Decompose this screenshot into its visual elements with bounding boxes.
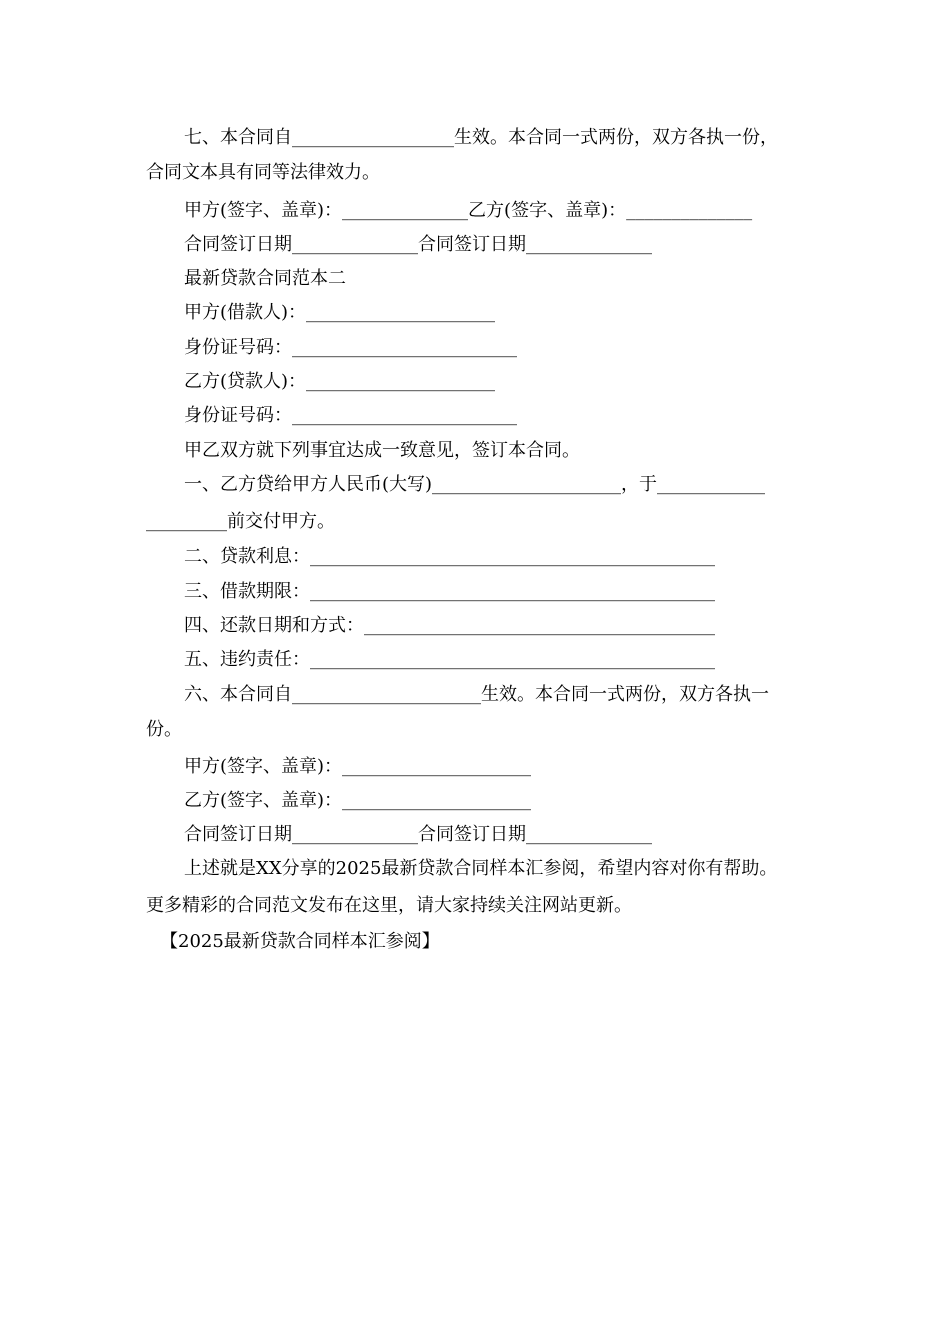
clause-6-effective-line-1: 六、本合同自_____________________生效。本合同一式两份，双方各执一 xyxy=(184,684,769,705)
borrower-id-field: 身份证号码：_________________________ xyxy=(184,337,517,358)
signature-line-1: 甲方(签字、盖章)：______________乙方(签字、盖章)：______________ xyxy=(184,200,753,221)
section-title: 最新贷款合同范本二 xyxy=(184,268,346,289)
clause-1-line-1: 一、乙方贷给甲方人民币(大写)_____________________，于____________ xyxy=(184,474,766,495)
lender-field: 乙方(贷款人)：_____________________ xyxy=(184,371,496,392)
clause-2-interest: 二、贷款利息：_____________________________________________ xyxy=(184,546,715,567)
clause-5-liability: 五、违约责任：_____________________________________________ xyxy=(184,649,715,670)
signing-date-line-2: 合同签订日期______________合同签订日期______________ xyxy=(184,824,652,845)
clause-1-line-2: _________前交付甲方。 xyxy=(146,511,335,532)
footer-title: 【2025最新贷款合同样本汇参阅】 xyxy=(160,931,440,952)
closing-paragraph-line-1: 上述就是XX分享的2025最新贷款合同样本汇参阅，希望内容对你有帮助。 xyxy=(184,858,778,879)
closing-paragraph-line-2: 更多精彩的合同范文发布在这里，请大家持续关注网站更新。 xyxy=(146,895,632,916)
party-b-signature: 乙方(签字、盖章)：_____________________ xyxy=(184,790,532,811)
agreement-intro: 甲乙双方就下列事宜达成一致意见，签订本合同。 xyxy=(184,440,580,461)
clause-3-term: 三、借款期限：_____________________________________________ xyxy=(184,581,715,602)
clause-4-repayment: 四、还款日期和方式：_______________________________________ xyxy=(184,615,715,636)
clause-7-effective-line-2: 合同文本具有同等法律效力。 xyxy=(146,162,380,183)
signing-date-line-1: 合同签订日期______________合同签订日期______________ xyxy=(184,234,652,255)
borrower-field: 甲方(借款人)：_____________________ xyxy=(184,302,496,323)
lender-id-field: 身份证号码：_________________________ xyxy=(184,405,517,426)
clause-6-effective-line-2: 份。 xyxy=(146,719,182,740)
clause-7-effective-line-1: 七、本合同自__________________生效。本合同一式两份，双方各执一份， xyxy=(184,127,778,148)
party-a-signature: 甲方(签字、盖章)：_____________________ xyxy=(184,756,532,777)
